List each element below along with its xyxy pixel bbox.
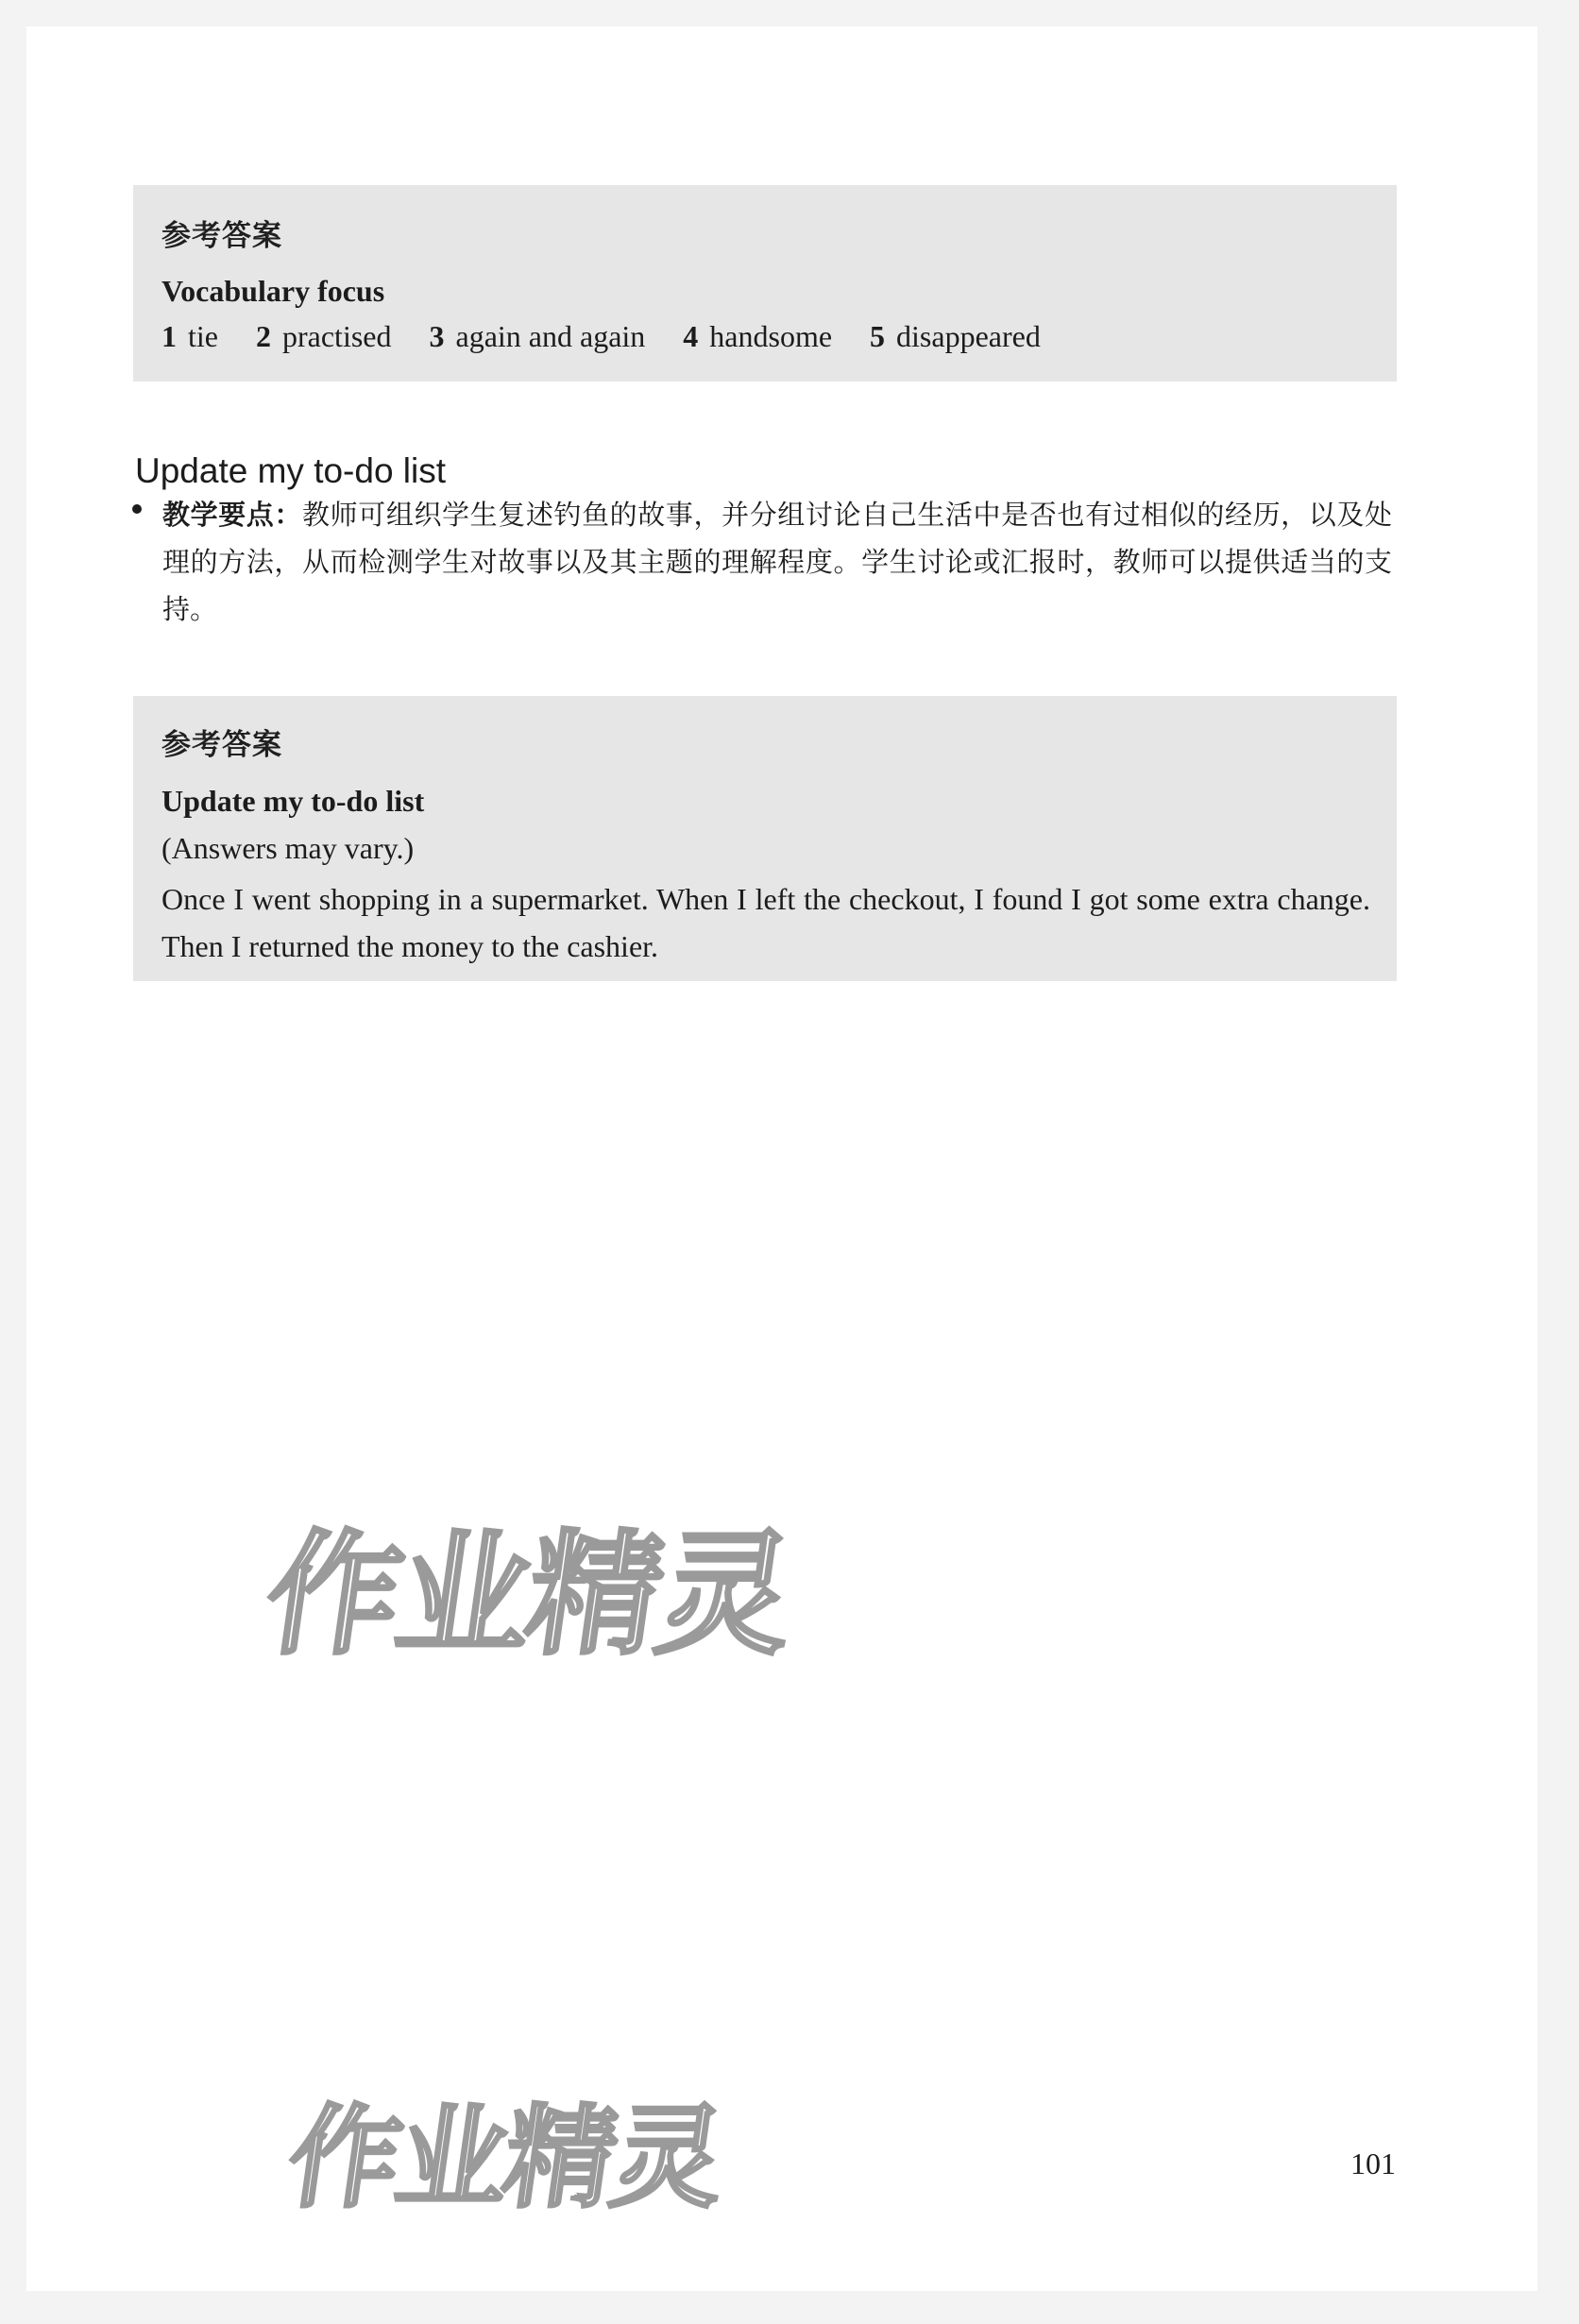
vocab-item: 3 again and again [429, 319, 646, 353]
answer-note: (Answers may vary.) [161, 831, 415, 865]
bullet-icon [132, 504, 142, 514]
vocab-item: 2 practised [255, 319, 392, 353]
vocabulary-focus-heading: Vocabulary focus [161, 274, 385, 308]
answer-box-todo [133, 696, 1397, 981]
answer-box-vocabulary [133, 185, 1397, 382]
todo-answer-heading: Update my to-do list [161, 784, 425, 818]
teaching-point-body: 教师可组织学生复述钓鱼的故事，并分组讨论自己生活中是否也有过相似的经历，以及处理的方法，从而检测学生对故事以及其主题的理解程度。学生讨论或汇报时，教师可以提供适当的支持。 [162, 499, 1392, 625]
teaching-point-label: 教学要点： [162, 499, 303, 531]
sample-answer: Once I went shopping in a supermarket. When I left the checkout, I found I got some extra change. Then I returned the money to the cashier. [161, 882, 1370, 963]
page-number: 101 [1350, 2146, 1396, 2180]
answer-heading: 参考答案 [161, 728, 282, 762]
vocab-item: 4 handsome [683, 319, 833, 353]
section-title: Update my to-do list [135, 451, 447, 490]
vocab-item: 1 tie [161, 319, 218, 353]
watermark: 作业精灵 [280, 2093, 730, 2223]
watermark: 作业精灵 [256, 1518, 800, 1673]
teaching-point-text [162, 491, 1392, 633]
vocab-item: 5 disappeared [870, 319, 1041, 353]
answer-heading: 参考答案 [161, 219, 282, 253]
vocabulary-answers [161, 319, 1071, 354]
